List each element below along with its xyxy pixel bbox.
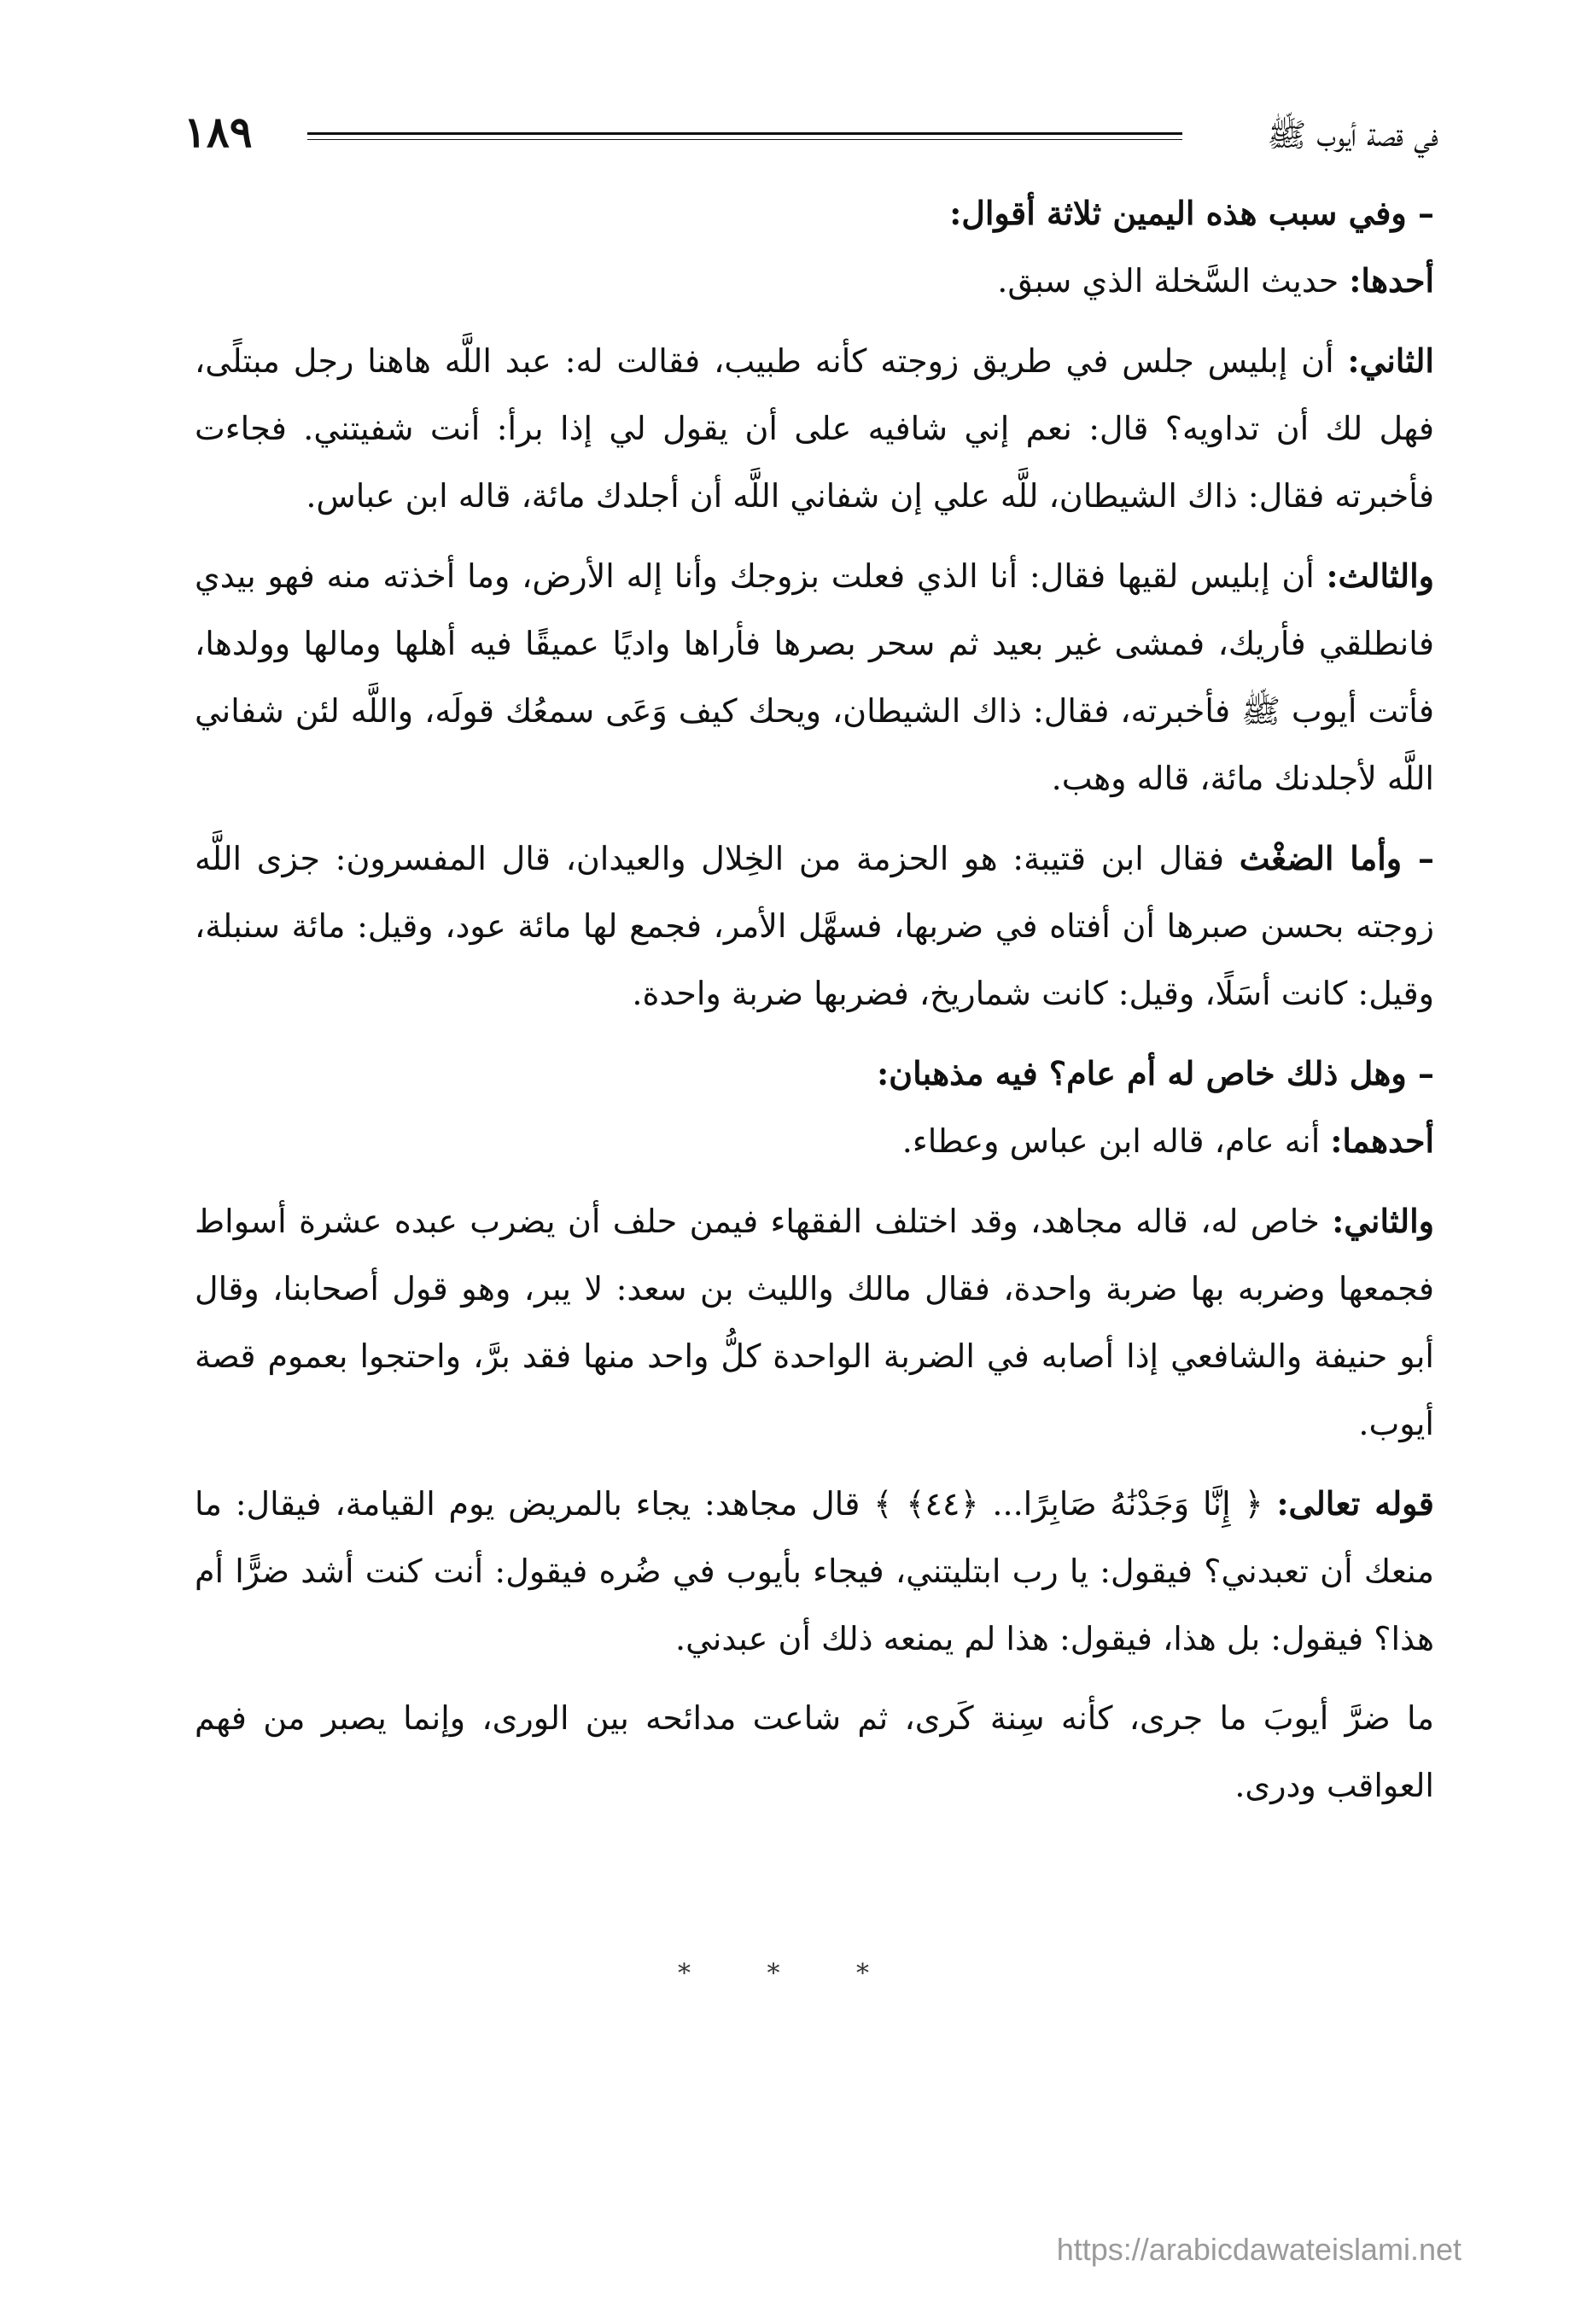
header-rule-thin bbox=[307, 139, 1182, 140]
section-separator: * * * bbox=[677, 1959, 904, 1989]
paragraph-text: أن إبليس لقيها فقال: أنا الذي فعلت بزوجك وأنا إله الأرض، وما أخذته منه فهو بيدي فانطلقي فأريك، فمشى غير بعيد ثم سحر بصرها فأراها واديًا عميقًا فيه أهلها ومالها وولدها، فأتت أيوب ﷺ فأخبرته، فقال: ذاك الشيطان، ويحك كيف وَعَى سمعُك قولَه، واللَّه لئن شفاني اللَّه لأجلدنك مائة، قاله وهب. bbox=[195, 557, 1434, 797]
page-number: ١٨٩ bbox=[184, 107, 253, 157]
main-text bbox=[195, 179, 1434, 1832]
paragraph-label: – وأما الضغْث bbox=[1239, 839, 1434, 877]
heading-text: – وهل ذلك خاص له أم عام؟ فيه مذهبان: bbox=[877, 1054, 1434, 1092]
paragraph-label: والثالث: bbox=[1326, 556, 1434, 595]
paragraph-label: قوله تعالى: bbox=[1276, 1484, 1434, 1523]
paragraph-text: حديث السَّخلة الذي سبق. bbox=[997, 262, 1350, 300]
paragraph-label: أحدها: bbox=[1349, 261, 1434, 300]
paragraph-text: خاص له، قاله مجاهد، وقد اختلف الفقهاء فيمن حلف أن يضرب عبده عشرة أسواط فجمعها وضربه بها ضربة واحدة، فقال مالك والليث بن سعد: لا يبر، وهو قول أصحابنا، وقال أبو حنيفة والشافعي إذا أصابه في الضربة الواحدة كلُّ واحد منها فقد برَّ، واحتجوا بعموم قصة أيوب. bbox=[195, 1203, 1434, 1442]
paragraph-text: أنه عام، قاله ابن عباس وعطاء. bbox=[901, 1122, 1331, 1160]
source-watermark: https://arabicdawateislami.net bbox=[1056, 2232, 1461, 2267]
paragraph-label: والثاني: bbox=[1332, 1202, 1434, 1240]
section-heading-oath-reasons bbox=[195, 179, 1434, 247]
quran-verse: ﴿ إِنَّا وَجَدْنَٰهُ صَابِرًا... ﴿٤٤﴾ ﴾ bbox=[873, 1485, 1277, 1523]
heading-text: – وفي سبب هذه اليمين ثلاثة أقوال: bbox=[949, 194, 1434, 232]
paragraph-text: أن إبليس جلس في طريق زوجته كأنه طبيب، فقالت له: عبد اللَّه هاهنا رجل مبتلًى، فهل لك أن تداويه؟ قال: نعم إني شافيه على أن يقول لي إذا برأ: أنت شفيتني. فجاءت فأخبرته فقال: ذاك الشيطان، للَّه علي إن شفاني اللَّه أن أجلدك مائة، قاله ابن عباس. bbox=[195, 342, 1434, 515]
paragraph-dighth bbox=[195, 824, 1434, 1028]
page-header bbox=[184, 107, 1438, 166]
paragraph-third-opinion bbox=[195, 542, 1434, 813]
paragraph-first-view bbox=[195, 1107, 1434, 1175]
running-title: في قصة أيوب ﷺ bbox=[1267, 116, 1438, 154]
paragraph-second-view bbox=[195, 1187, 1434, 1458]
paragraph-text: قال مجاهد: يجاء بالمريض يوم القيامة، فيقال: ما منعك أن تعبدني؟ فيقول: يا رب ابتليتني، فيجاء بأيوب في ضُره فيقول: أنت كنت أشد ضرًّا أم هذا؟ فيقول: بل هذا، فيقول: هذا لم يمنعه ذلك أن عبدني. bbox=[195, 1485, 1434, 1657]
paragraph-text: فقال ابن قتيبة: هو الحزمة من الخِلال والعيدان، قال المفسرون: جزى اللَّه زوجته بحسن صبرها أن أفتاه في ضربها، فسهَّل الأمر، فجمع لها مائة عود، وقيل: مائة سنبلة، وقيل: كانت أسَلًا، وقيل: كانت شماريخ، فضربها ضربة واحدة. bbox=[195, 840, 1434, 1012]
header-rule-thick bbox=[307, 132, 1182, 135]
paragraph-text: ما ضرَّ أيوبَ ما جرى، كأنه سِنة كَرى، ثم شاعت مدائحه بين الورى، وإنما يصبر من فهم العواقب ودرى. bbox=[195, 1699, 1434, 1804]
paragraph-verse-commentary bbox=[195, 1470, 1434, 1673]
paragraph-closing bbox=[195, 1685, 1434, 1820]
paragraph-first-opinion bbox=[195, 247, 1434, 315]
paragraph-label: أحدهما: bbox=[1330, 1121, 1434, 1160]
section-heading-specific-or-general bbox=[195, 1040, 1434, 1107]
paragraph-second-opinion bbox=[195, 327, 1434, 530]
paragraph-label: الثاني: bbox=[1347, 341, 1434, 380]
